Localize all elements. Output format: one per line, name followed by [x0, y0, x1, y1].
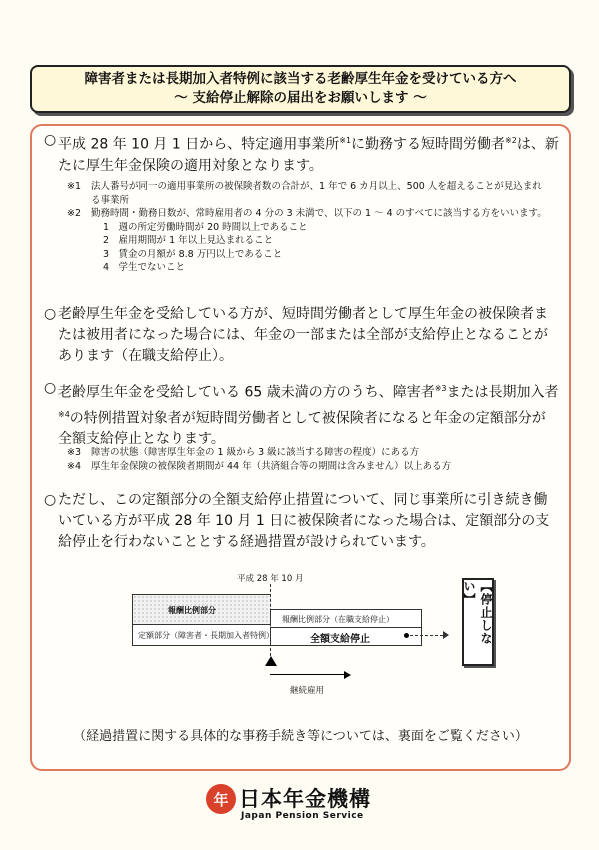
bullet-4: ○	[44, 492, 57, 508]
p3-sup4: ※4	[58, 409, 70, 419]
jps-logo-mark-icon: 年	[206, 784, 236, 814]
paragraph-2	[44, 304, 559, 367]
note-2-item-4: 4 学生でないこと	[103, 262, 186, 273]
note-2-item-2: 2 雇用期間が 1 年以上見込まれること	[103, 235, 274, 246]
diagram-lower-right-label: 全額支給停止	[310, 634, 370, 645]
diagram-continued-arrow	[270, 674, 344, 675]
note-2-mark: ※2	[67, 208, 82, 219]
p3-sup3: ※3	[434, 384, 447, 393]
arrow-right-icon	[344, 671, 351, 679]
p1-a: 平成 28 年 10 月 1 日から、特定適用事業所	[58, 136, 340, 153]
jps-logo-english: Japan Pension Service	[241, 811, 364, 821]
notes-1	[67, 180, 547, 275]
p3-b: または長期加入者	[446, 384, 559, 401]
note-2	[67, 207, 547, 221]
jps-logo-name: 日本年金機構	[239, 787, 371, 811]
triangle-up-icon	[265, 656, 277, 666]
note-1-mark: ※1	[67, 181, 82, 192]
paragraph-4	[44, 490, 559, 553]
p1-c: は、新たに厚生年金保険の適用対象となります。	[58, 136, 559, 174]
footer-note: （経過措置に関する具体的な事務手続き等については、裏面をご覧ください）	[73, 729, 528, 744]
diagram-dashed-arrow	[410, 635, 443, 636]
note-2-item-3: 3 賃金の月額が 8.8 万円以上であること	[103, 248, 283, 260]
note-1	[67, 180, 547, 207]
bullet-2: ○	[44, 306, 57, 322]
title-line-2: 〜 支給停止解除の届出をお願いします 〜	[174, 90, 427, 106]
main-content-box	[30, 124, 571, 771]
note-1-text: 法人番号が同一の適用事業所の被保険者数の合計が、1 年で 6 カ月以上、500 人を超えることが見込まれる事業所	[91, 181, 542, 206]
paragraph-1	[44, 130, 559, 177]
jps-logo	[206, 782, 406, 830]
p3-c: の特例措置対象者が短時間労働者として被保険者になると年金の定額部分が全額支給停止となります。	[58, 410, 546, 448]
paragraph-3	[44, 378, 559, 450]
paragraph-1-text	[44, 130, 559, 177]
title-banner	[30, 65, 571, 113]
note-3	[67, 446, 547, 460]
transition-diagram	[132, 572, 532, 722]
diagram-date-label: 平成 28 年 10 月	[237, 574, 304, 584]
p3-a: 老齢厚生年金を受給している 65 歳未満の方のうち、障害者	[58, 384, 435, 401]
title-line-1: 障害者または長期加入者特例に該当する老齢厚生年金を受けている方へ	[84, 71, 517, 87]
note-4	[67, 460, 547, 474]
p1-b: に勤務する短時間労働者	[351, 136, 506, 153]
note-3-mark: ※3	[67, 447, 82, 458]
diagram-no-stop-box: 【停止しない】	[462, 578, 494, 666]
p1-sup2: ※2	[505, 136, 517, 145]
diagram-date-divider	[270, 584, 271, 656]
diagram-upper-left-label: 報酬比例部分	[168, 606, 216, 615]
bullet-3: ○	[44, 380, 57, 396]
diagram-continued-label: 継続雇用	[290, 686, 325, 696]
note-4-text: 厚生年金保険の被保険者期間が 44 年（共済組合等の期間は含みません）以上ある方	[91, 460, 452, 472]
note-3-text: 障害の状態（障害厚生年金の 1 級から 3 級に該当する障害の程度）にある方	[91, 447, 420, 458]
p1-sup1: ※1	[339, 136, 352, 145]
notes-2	[67, 446, 547, 473]
diagram-arrowhead-icon	[443, 631, 449, 639]
note-2-item-1: 1 週の所定労働時間が 20 時間以上であること	[103, 221, 308, 233]
diagram-upper-right-label: 報酬比例部分（在職支給停止）	[282, 615, 394, 624]
note-4-mark: ※4	[67, 460, 82, 472]
paragraph-2-text: 老齢厚生年金を受給している方が、短時間労働者として厚生年金の被保険者または被用者になった場合には、年金の一部または全部が支給停止となることがあります（在職支給停止）。	[58, 306, 548, 364]
diagram-lower-left-label: 定額部分（障害者・長期加入者特例）	[138, 631, 274, 640]
paragraph-3-text	[44, 378, 559, 450]
note-2-text: 勤務時間・勤務日数が、常時雇用者の 4 分の 3 未満で、以下の 1 〜 4 のすべてに該当する方をいいます。	[91, 208, 547, 219]
bullet-1: ○	[44, 132, 57, 148]
paragraph-4-text: ただし、この定額部分の全額支給停止措置について、同じ事業所に引き続き働いている方が平成 28 年 10 月 1 日に被保険者になった場合は、定額部分の支給停止を行わないこととする経過措置が設けられています。	[58, 492, 550, 550]
diagram-dot-marker	[404, 633, 409, 638]
